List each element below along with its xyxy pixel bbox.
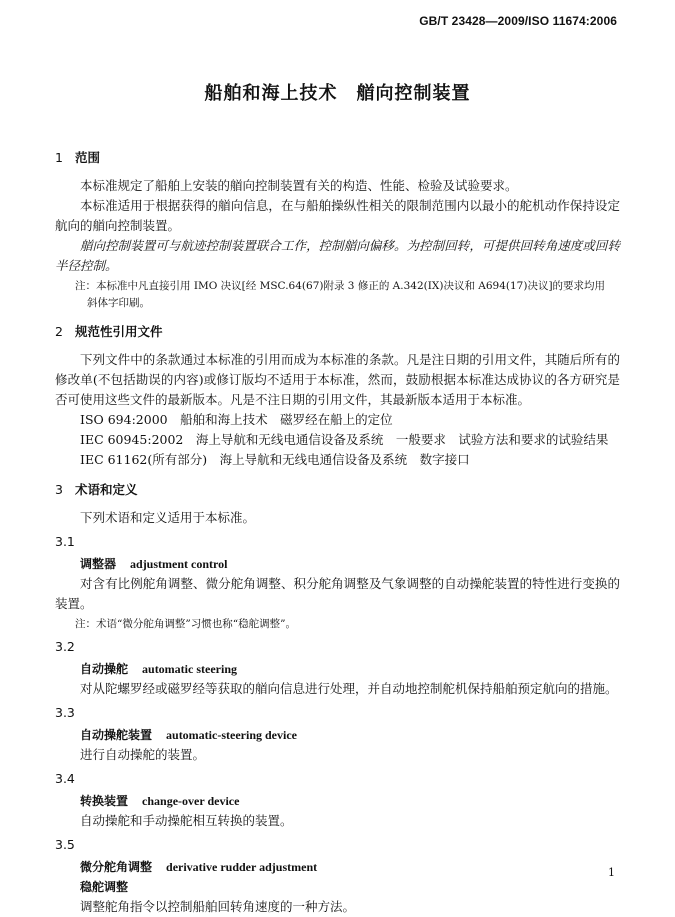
term-definition: 对从陀螺罗经或磁罗经等获取的艏向信息进行处理，并自动地控制舵机保持船舶预定航向的措施。 [80, 681, 618, 696]
term-en: change-over device [142, 794, 240, 808]
term-en: automatic-steering device [166, 728, 297, 742]
term-definition: 对含有比例舵角调整、微分舵角调整、积分舵角调整及气象调整的自动操舵装置的特性进行变换的装置。 [55, 576, 620, 611]
section-heading-terms [55, 480, 620, 500]
term-zh: 调整器 [80, 557, 117, 571]
term-en: automatic steering [142, 662, 237, 676]
section-number: 1 [55, 150, 63, 165]
term-definition: 进行自动操舵的装置。 [80, 747, 206, 762]
paragraph: 下列术语和定义适用于本标准。 [80, 510, 256, 525]
term-zh: 转换装置 [80, 794, 129, 808]
term-en: derivative rudder adjustment [166, 860, 318, 874]
reference-item: IEC 60945:2002 海上导航和无线电通信设备及系统 一般要求 试验方法和要求的试验结果 [80, 432, 609, 447]
section-title: 术语和定义 [75, 482, 138, 497]
term-en: adjustment control [130, 557, 228, 571]
note [75, 278, 620, 312]
page-number: 1 [608, 866, 615, 879]
reference-item: IEC 61162(所有部分) 海上导航和无线电通信设备及系统 数字接口 [80, 452, 470, 467]
term-definition: 调整舵角指令以控制船舶回转角速度的一种方法。 [80, 899, 356, 914]
section-heading-normative-references [55, 322, 620, 342]
document-body [55, 138, 620, 917]
note-line: 注：本标准中凡直接引用 IMO 决议[经 MSC.64(67)附录 3 修正的 A.342(IX)决议和 A694(17)决议]的要求均用 [75, 280, 606, 292]
standard-code: GB/T 23428—2009/ISO 11674:2006 [419, 14, 617, 28]
term-number: 3.2 [55, 639, 75, 654]
term-name [80, 554, 620, 574]
section-title: 规范性引用文件 [75, 324, 163, 339]
term-number: 3.1 [55, 534, 75, 549]
note-line: 斜体字印刷。 [87, 297, 150, 309]
section-number: 3 [55, 482, 63, 497]
term-definition: 自动操舵和手动操舵相互转换的装置。 [80, 813, 293, 828]
reference-item: ISO 694:2000 船舶和海上技术 磁罗经在船上的定位 [80, 412, 393, 427]
term-name [80, 791, 620, 811]
section-heading-scope [55, 148, 620, 168]
document-title: 船舶和海上技术 艏向控制装置 [204, 83, 471, 104]
term-number: 3.4 [55, 771, 75, 786]
term-name [80, 725, 620, 745]
term-alternative: 稳舵调整 [80, 880, 129, 894]
note-line: 注：术语“微分舵角调整”习惯也称“稳舵调整”。 [75, 618, 296, 630]
term-name [80, 659, 620, 679]
term-zh: 自动操舵 [80, 662, 129, 676]
paragraph: 本标准规定了船舶上安装的艏向控制装置有关的构造、性能、检验及试验要求。 [80, 178, 518, 193]
term-zh: 自动操舵装置 [80, 728, 153, 742]
term-number: 3.5 [55, 837, 75, 852]
section-number: 2 [55, 324, 63, 339]
paragraph: 本标准适用于根据获得的艏向信息，在与船舶操纵性相关的限制范围内以最小的舵机动作保持设定航向的艏向控制装置。 [55, 198, 620, 233]
term-zh: 微分舵角调整 [80, 860, 153, 874]
paragraph-italic: 艏向控制装置可与航迹控制装置联合工作，控制艏向偏移。为控制回转，可提供回转角速度或回转半径控制。 [55, 238, 620, 273]
section-title: 范围 [75, 150, 101, 165]
note [75, 616, 620, 633]
term-number: 3.3 [55, 705, 75, 720]
term-name [80, 857, 620, 877]
paragraph: 下列文件中的条款通过本标准的引用而成为本标准的条款。凡是注日期的引用文件，其随后所有的修改单(不包括勘误的内容)或修订版均不适用于本标准，然而，鼓励根据本标准达成协议的各方研究是否可使用这些文件的最新版本。凡是不注日期的引用文件，其最新版本适用于本标准。 [55, 352, 620, 407]
